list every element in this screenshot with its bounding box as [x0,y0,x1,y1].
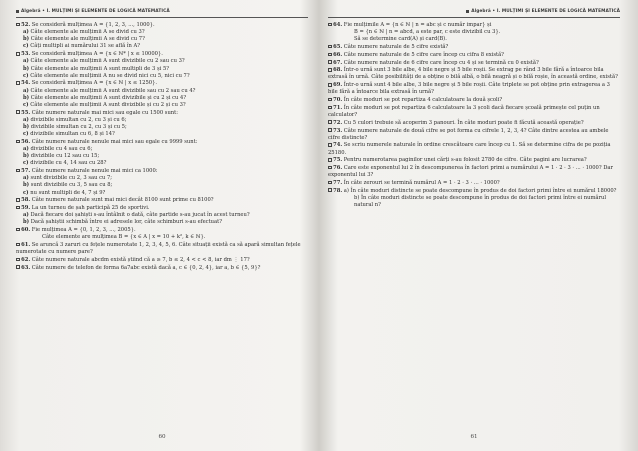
problem-number: 69. [333,82,343,89]
sub-question-text: Câte elemente ale mulțimii A sunt multipli de 3 și 5? [30,65,170,72]
problem-number: 78. [333,187,343,194]
sub-question-letter: b) [23,123,30,130]
problem-text: Câte numere naturale sunt mai mici decât 8100 sunt prime cu 8100? [31,197,214,204]
sub-question-letter: c) [23,131,29,138]
problem-item [328,142,620,156]
problem-statement [16,139,308,146]
sub-question-text: Câți multipli ai numărului 31 se află în A? [30,43,141,50]
checkbox-square-icon [328,60,332,64]
problem-list [328,22,620,209]
problem-number: 59. [21,205,31,212]
checkbox-square-icon [328,166,332,170]
checkbox-square-icon [328,45,332,49]
checkbox-square-icon [16,258,20,262]
sub-question [16,102,308,109]
problem-text: Fie mulțimea A = {0, 1, 2, 3, ..., 2005}. [31,227,136,234]
checkbox-square-icon [16,140,20,144]
problem-item [328,67,620,81]
problem-number: 70. [333,97,343,104]
problem-text: Care este exponentul lui 2 în descompunerea în factori primi a numărului A = 1 · 2 · 3 · ... · 1000? Dar exponentul lui 3? [328,165,613,179]
problem-number: 62. [21,256,31,263]
problem-statement [328,105,620,119]
problem-number: 66. [333,51,343,58]
problem-statement [328,60,620,67]
sub-question [16,66,308,73]
sub-question-letter: a) [23,58,29,65]
problem-text: Câte numere naturale de 5 cifre care încep cu cifra 8 există? [343,51,504,58]
left-page [16,6,308,446]
problem-item [328,60,620,67]
problem-item [16,205,308,226]
sub-question [16,43,308,50]
problem-text: Într-o urnă sunt 3 bile albe, 4 bile negre și 5 bile roșii. Se extrag pe rând 3 bile fără a întoarce bila extrasă în urnă. Câte posibilități de a obține o bilă albă, o bilă neagră și o bilă roșie, în această ordine, există? [328,67,618,81]
sub-question [16,182,308,189]
problem-statement [16,265,308,272]
sub-question [16,117,308,124]
problem-item [328,157,620,164]
checkbox-square-icon [16,198,20,202]
sub-question [16,131,308,138]
sub-question-letter: a) [23,87,29,94]
checkbox-square-icon [328,120,332,124]
problem-number: 77. [333,180,343,186]
right-page [328,6,620,446]
problem-item [328,120,620,127]
sub-question-letter: a) [23,29,29,36]
problem-text: Într-o urnă sunt 4 bile albe, 3 bile negre și 5 bile roșii. Câte triplete se pot obține prin extragerea a 3 bile fără a întoarce bila extrasă în urnă? [328,82,610,96]
checkbox-square-icon [16,265,20,269]
problem-item [328,105,620,119]
problem-number: 76. [333,165,343,172]
problem-number: 55. [21,109,31,116]
sub-question-letter: a) [23,146,29,153]
problem-text: Câte numere naturale nenule mai mici sau egale cu 9999 sunt: [31,138,198,145]
sub-question-text: Câte elemente ale mulțimii A nu se divid nici cu 5, nici cu 7? [30,72,190,79]
checkbox-square-icon [16,228,20,232]
problem-list [16,22,308,272]
problem-item [16,197,308,204]
problem-item [328,180,620,187]
sub-question-text: Câte elemente ale mulțimii A sunt divizibile și cu 2 și cu 3? [30,101,186,108]
checkbox-square-icon [328,128,332,132]
problem-item [16,110,308,139]
sub-question-letter: a) [23,212,29,219]
problem-text: Câte numere naturale de două cifre se pot forma cu cifrele 1, 2, 3, 4? Câte dintre acestea au ambele cifre distincte? [328,127,609,141]
problem-number: 73. [333,127,343,134]
sub-question-letter: a) [23,116,29,123]
problem-text: Câte numere naturale de 5 cifre există? [343,44,449,51]
sub-question-letter: b) [23,219,30,226]
problem-number: 60. [21,227,31,234]
problem-item [328,22,620,43]
sub-question-text: divizibile cu 4, 14 sau cu 28? [30,160,107,167]
sub-question-text: Câte elemente ale mulțimii A sunt divizibile și cu 2 și cu 4? [30,94,187,101]
sub-question-letter: b) [23,94,30,101]
problem-text: a) În câte moduri distincte se poate descompune în produs de doi factori primi între ei numărul 18000? [343,187,617,194]
problem-item [328,52,620,59]
page-number: 60 [158,434,166,440]
problem-item [16,265,308,272]
header-title: Algebră • I. MULȚIMI ȘI ELEMENTE DE LOGICĂ MATEMATICĂ [471,9,620,14]
problem-item [16,51,308,80]
problem-text: În câte moduri se pot repartiza 4 calculatoare la două școli? [343,97,503,104]
header-square-icon [16,10,19,13]
sub-question [16,88,308,95]
problem-statement [16,197,308,204]
sub-question-letter: c) [23,72,29,79]
problem-statement [328,142,620,156]
sub-question-letter: b) [23,36,30,43]
problem-number: 74. [333,142,343,149]
sub-question-letter: b) [23,182,30,189]
problem-number: 67. [333,59,343,66]
sub-question [16,58,308,65]
problem-item [16,168,308,197]
checkbox-square-icon [16,23,20,27]
problem-statement [328,120,620,127]
problem-number: 57. [21,168,31,175]
problem-statement [328,188,620,195]
sub-question-text: divizibile simultan cu 6, 8 și 14? [30,131,115,138]
problem-item [16,139,308,168]
problem-item [328,165,620,179]
sub-question-text: Dacă fiecare doi șahiști s-au întâlnit o dată, câte partide s-au jucat în acest turneu? [30,212,250,219]
problem-number: 65. [333,44,343,51]
checkbox-square-icon [328,53,332,57]
checkbox-square-icon [328,158,332,162]
sub-question [16,95,308,102]
problem-text: Câte numere naturale de 6 cifre care încep cu 4 și se termină cu 0 există? [343,59,539,66]
problem-text: Se consideră mulțimea A = {1, 2, 3, ..., 1000}. [31,22,155,28]
sub-question-text: Câte elemente ale mulțimii A se divid cu 7? [30,36,145,43]
problem-item [328,82,620,96]
checkbox-square-icon [328,188,332,192]
problem-item [328,44,620,51]
problem-item [328,97,620,104]
problem-number: 53. [21,51,31,58]
sub-question-text: Câte elemente ale mulțimii A se divid cu 3? [30,29,145,36]
problem-item [328,128,620,142]
sub-question-text: divizibile simultan cu 2, cu 3 și cu 5; [30,123,127,130]
problem-statement [328,157,620,164]
sub-question-text: Câte elemente ale mulțimii A sunt divizibile sau cu 2 sau cu 4? [30,87,196,94]
checkbox-square-icon [328,106,332,110]
problem-number: 68. [333,67,343,74]
checkbox-square-icon [16,81,20,85]
problem-text: Câte numere naturale abcdm există știind că a ≥ 7, b ≤ 2, 4 < c < 8, iar dm ⋮ 17? [31,256,250,263]
checkbox-square-icon [16,169,20,173]
problem-text: Pentru numerotarea paginilor unei cărți s-au folosit 2780 de cifre. Câte pagini are lucrarea? [343,157,587,164]
problem-statement [16,110,308,117]
problem-item [16,227,308,241]
problem-text-line: Câte elemente are mulțimea B = {x ∈ A | x = 10 + k², k ∈ ℕ}. [42,234,206,241]
problem-number: 71. [333,104,343,111]
problem-statement [328,128,620,142]
checkbox-square-icon [328,83,332,87]
problem-item [16,22,308,51]
sub-question [16,73,308,80]
problem-text-line: B = {n ∈ ℕ | n = abcd, a este par, c este divizibil cu 3}. [354,29,501,36]
problem-number: 58. [21,197,31,204]
problem-text: În câte moduri se pot repartiza 6 calculatoare la 3 școli dacă fiecare școală primește cel puțin un calculator? [328,104,600,119]
problem-statement [16,242,308,256]
problem-statement [328,82,620,96]
sub-question-text: Dacă șahiștii schimbă între ei adresele lor, câte schimburi s-au efectuat? [30,219,222,226]
checkbox-square-icon [328,23,332,27]
sub-question [16,219,308,226]
problem-number: 52. [21,22,31,28]
sub-question-letter: c) [23,43,29,50]
problem-number: 63. [21,264,31,271]
problem-item [16,80,308,109]
sub-question [16,190,308,197]
problem-statement [328,44,620,51]
page-number: 61 [470,434,478,440]
problem-text: Se consideră mulțimea A = {x ∈ ℕ* | x ≤ 10000}. [31,51,163,58]
checkbox-square-icon [16,243,20,247]
checkbox-square-icon [328,68,332,72]
sub-question-text: Câte elemente ale mulțimii A sunt divizibile cu 2 sau cu 3? [30,58,185,65]
sub-question-text: sunt divizibile cu 2, 3 sau cu 7; [30,175,113,182]
problem-number: 64. [333,22,343,28]
problem-statement [328,180,620,187]
problem-statement [328,22,620,29]
header-title: Algebră • I. MULȚIMI ȘI ELEMENTE DE LOGICĂ MATEMATICĂ [21,9,170,14]
problem-statement [328,52,620,59]
problem-item [16,257,308,264]
checkbox-square-icon [328,98,332,102]
problem-text: Cu 5 culori trebuie să acoperim 3 panouri. În câte moduri poate fi făcută această operație? [343,119,584,126]
problem-number: 72. [333,119,343,126]
problem-text: Câte numere naturale mai mici sau egale cu 1500 sunt: [31,109,178,116]
problem-text: Se scriu numerele naturale în ordine crescătoare care încep cu 1. Să se determine cifra de pe poziția 25180. [328,142,611,156]
problem-number: 54. [21,80,31,87]
sub-question-letter: c) [23,101,29,108]
problem-text: Se aruncă 3 zaruri cu fețele numerotate 1, 2, 3, 4, 5, 6. Câte situații există ca să apară simultan fețele numerotate cu numere pare? [16,242,301,256]
sub-question-text: sunt divizibile cu 3, 5 sau cu 8; [30,182,113,189]
sub-question-text: divizibile cu 4 sau cu 6; [30,146,93,153]
page-header [328,6,620,18]
checkbox-square-icon [16,52,20,56]
problem-text: Câte numere naturale nenule mai mici ca 1000: [31,168,158,175]
sub-question-letter: b) [23,65,30,72]
checkbox-square-icon [328,143,332,147]
problem-text: Se consideră mulțimea A = {x ∈ ℕ | x ≤ 1250}. [31,80,158,87]
problem-text: Câte numere de telefon de forma 6a7abc există dacă a, c ∈ {0, 2, 4}, iar a, b ∈ {5, 9}? [31,264,261,271]
checkbox-square-icon [16,206,20,210]
problem-text: În câte zerouri se termină numărul A = 1 · 2 · 3 · ... · 1000? [343,180,500,186]
sub-question-text: nu sunt multipli de 4, 7 și 9? [30,189,106,196]
checkbox-square-icon [328,181,332,185]
problem-text-line: Să se determine card(A) și card(B). [354,36,447,43]
problem-text: La un turneu de șah participă 25 de sportivi. [31,205,150,212]
sub-question-letter: c) [23,189,29,196]
sub-question-letter: a) [23,175,29,182]
sub-question-text: divizibile simultan cu 2, cu 3 și cu 6; [30,116,127,123]
sub-question-letter: b) [23,153,30,160]
problem-item [328,188,620,209]
problem-text-line: b) În câte moduri distincte se poate descompune în produs de doi factori primi între ei numărul natural n? [354,194,606,209]
problem-statement [16,257,308,264]
problem-statement [16,80,308,87]
header-square-icon [466,10,469,13]
sub-question-text: divizibile cu 12 sau cu 15; [30,153,100,160]
problem-number: 56. [21,138,31,145]
problem-number: 75. [333,157,343,164]
problem-statement [328,67,620,81]
checkbox-square-icon [16,110,20,114]
problem-statement [328,165,620,179]
page-header [16,6,308,18]
sub-question [16,160,308,167]
problem-item [16,242,308,256]
problem-number: 61. [21,242,31,249]
problem-statement [328,97,620,104]
sub-question-letter: c) [23,160,29,167]
problem-text: Fie mulțimile A = {n ∈ ℕ | n = abc și c număr impar} și [343,22,492,28]
